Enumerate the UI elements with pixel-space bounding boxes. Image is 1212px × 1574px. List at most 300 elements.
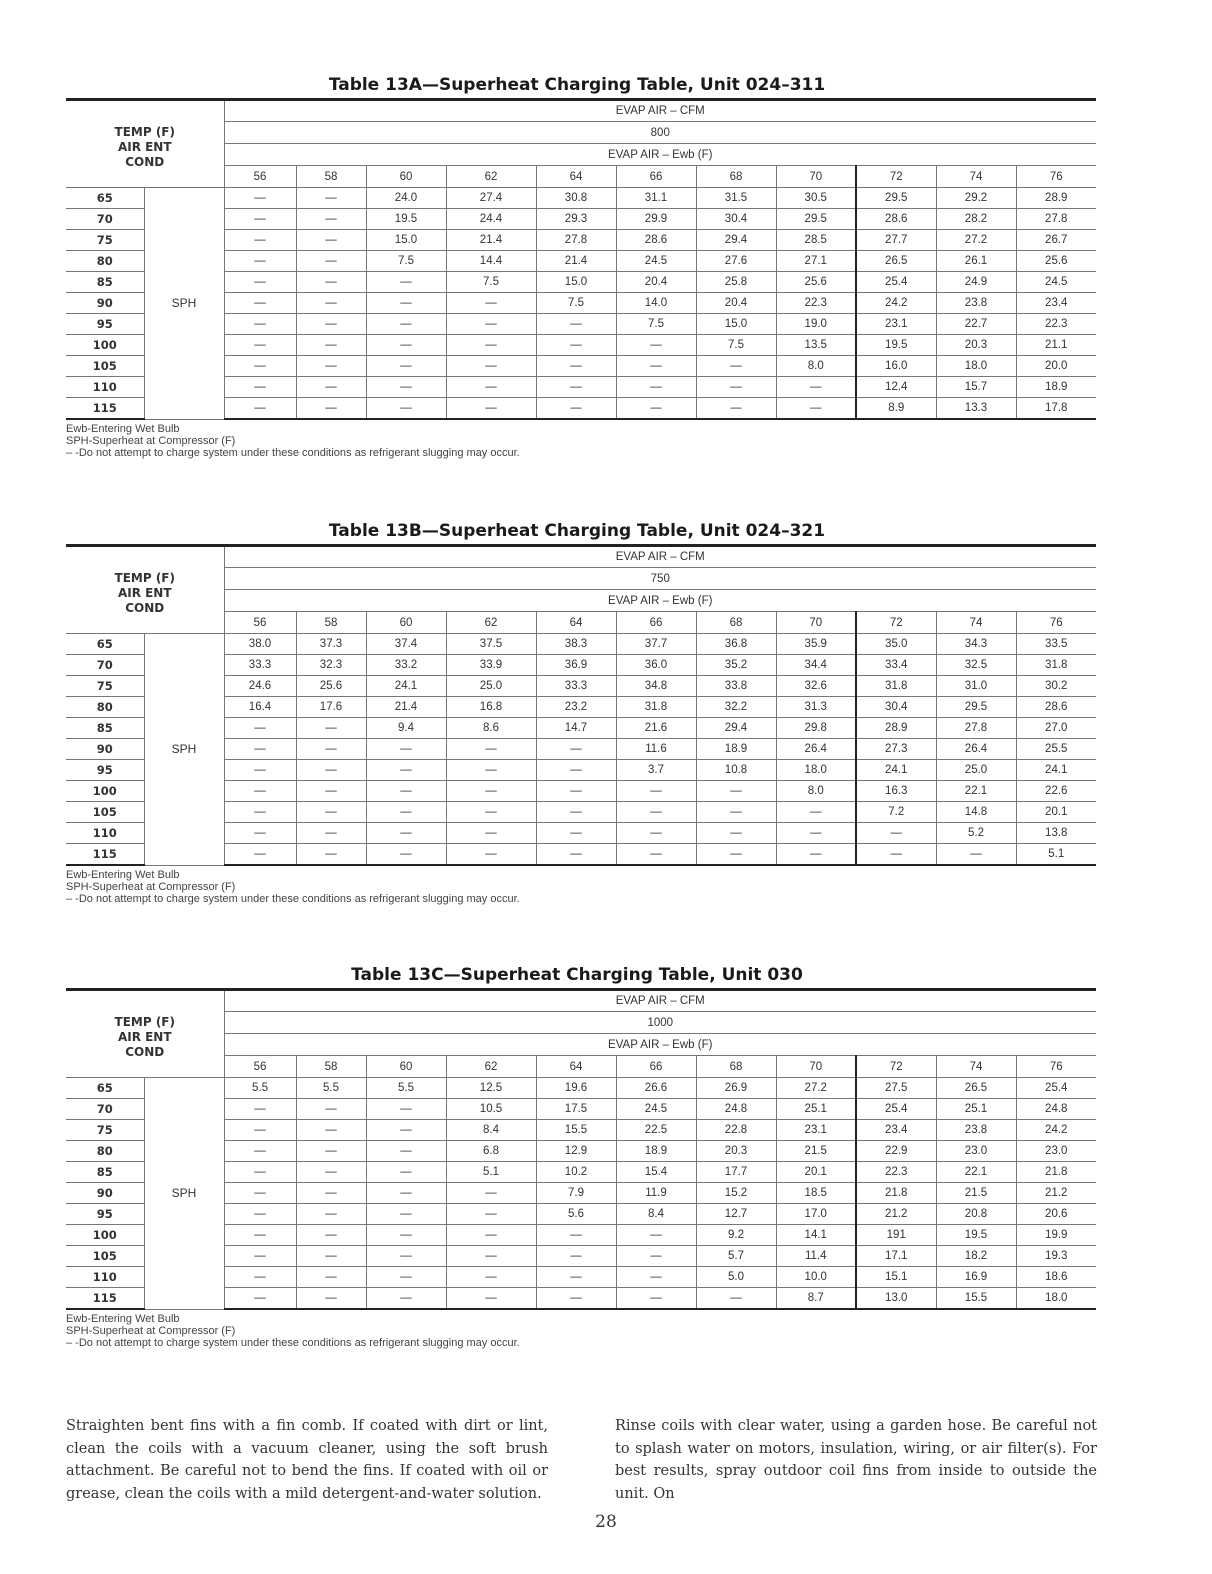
table-cell: — bbox=[366, 1120, 446, 1141]
table-cell: 29.8 bbox=[776, 718, 856, 739]
table-cell: 17.0 bbox=[776, 1204, 856, 1225]
table-cell: 8.6 bbox=[446, 718, 536, 739]
ewb-column-header: 76 bbox=[1016, 1056, 1096, 1078]
table-cell: 26.5 bbox=[856, 251, 936, 272]
table-cell: — bbox=[296, 1099, 366, 1120]
table-cell: 17.1 bbox=[856, 1246, 936, 1267]
body-paragraph-left: Straighten bent fins with a fin comb. If coated with dirt or lint, clean the coils with a vacuum cleaner, using the soft brush attachment. Be careful not to bend the fins. If coated with oil or grease, clean the coils with a mild detergent-and-water solution. bbox=[66, 1418, 548, 1502]
table-cell: — bbox=[446, 802, 536, 823]
table-cell: 18.9 bbox=[1016, 377, 1096, 398]
table-cell: — bbox=[616, 1225, 696, 1246]
table-cell: — bbox=[536, 1267, 616, 1288]
table-cell: 19.6 bbox=[536, 1078, 616, 1099]
table-cell: — bbox=[536, 760, 616, 781]
table-cell: 18.9 bbox=[616, 1141, 696, 1162]
table-cell: 37.4 bbox=[366, 634, 446, 655]
table-cell: — bbox=[366, 1162, 446, 1183]
table-cell: — bbox=[366, 293, 446, 314]
table-cell: 29.3 bbox=[536, 209, 616, 230]
table-cell: 34.3 bbox=[936, 634, 1016, 655]
row-temp: 85 bbox=[66, 718, 144, 739]
table-cell: 21.4 bbox=[536, 251, 616, 272]
table-cell: 23.0 bbox=[1016, 1141, 1096, 1162]
table-cell: — bbox=[696, 1288, 776, 1310]
temp-label: TEMP (F) bbox=[114, 570, 175, 585]
table-cell: — bbox=[224, 1288, 296, 1310]
ewb-column-header: 70 bbox=[776, 166, 856, 188]
table-cell: — bbox=[296, 718, 366, 739]
table-cell: 33.8 bbox=[696, 676, 776, 697]
ewb-column-header: 72 bbox=[856, 612, 936, 634]
table-cell: 26.7 bbox=[1016, 230, 1096, 251]
table-cell: — bbox=[366, 823, 446, 844]
row-temp: 95 bbox=[66, 760, 144, 781]
table-cell: 7.5 bbox=[446, 272, 536, 293]
table-cell: — bbox=[696, 356, 776, 377]
table-cell: 24.4 bbox=[446, 209, 536, 230]
table-cell: 8.4 bbox=[616, 1204, 696, 1225]
table-cell: 26.4 bbox=[936, 739, 1016, 760]
row-temp: 90 bbox=[66, 293, 144, 314]
table-cell: — bbox=[224, 1120, 296, 1141]
table-cell: 25.4 bbox=[856, 272, 936, 293]
table-cell: 37.7 bbox=[616, 634, 696, 655]
table-cell: — bbox=[296, 335, 366, 356]
table-cell: 23.4 bbox=[856, 1120, 936, 1141]
ewb-column-header: 66 bbox=[616, 166, 696, 188]
table-cell: 5.2 bbox=[936, 823, 1016, 844]
table-cell: 5.0 bbox=[696, 1267, 776, 1288]
table-cell: 37.5 bbox=[446, 634, 536, 655]
table-cell: 13.5 bbox=[776, 335, 856, 356]
table-cell: 7.5 bbox=[696, 335, 776, 356]
table-cell: 22.3 bbox=[856, 1162, 936, 1183]
table-cell: — bbox=[224, 760, 296, 781]
table-cell: — bbox=[366, 314, 446, 335]
table-cell: 28.2 bbox=[936, 209, 1016, 230]
table-cell: — bbox=[536, 1225, 616, 1246]
table-cell: — bbox=[296, 844, 366, 866]
table-cell: 15.0 bbox=[696, 314, 776, 335]
table-cell: 22.5 bbox=[616, 1120, 696, 1141]
table-cell: 24.1 bbox=[856, 760, 936, 781]
table-cell: 19.9 bbox=[1016, 1225, 1096, 1246]
ewb-column-header: 62 bbox=[446, 166, 536, 188]
table-cell: 27.8 bbox=[1016, 209, 1096, 230]
table-cell: 14.7 bbox=[536, 718, 616, 739]
table-cell: — bbox=[224, 356, 296, 377]
table-cell: 15.7 bbox=[936, 377, 1016, 398]
table-cell: — bbox=[776, 398, 856, 420]
table-cell: 32.5 bbox=[936, 655, 1016, 676]
table-cell: 20.3 bbox=[936, 335, 1016, 356]
note-sph: SPH-Superheat at Compressor (F) bbox=[66, 881, 236, 893]
table-cell: 25.6 bbox=[776, 272, 856, 293]
row-temp: 75 bbox=[66, 1120, 144, 1141]
ewb-column-header: 64 bbox=[536, 612, 616, 634]
table-cell: — bbox=[366, 1225, 446, 1246]
table-cell: 30.4 bbox=[856, 697, 936, 718]
table-cell: 35.2 bbox=[696, 655, 776, 676]
table-cell: — bbox=[296, 1120, 366, 1141]
note-ewb: Ewb-Entering Wet Bulb bbox=[66, 869, 180, 881]
table-cell: 25.5 bbox=[1016, 739, 1096, 760]
table-cell: 16.9 bbox=[936, 1267, 1016, 1288]
table-cell: 7.2 bbox=[856, 802, 936, 823]
table-cell: — bbox=[446, 739, 536, 760]
table-cell: 27.4 bbox=[446, 188, 536, 209]
table-cell: 14.1 bbox=[776, 1225, 856, 1246]
table-cell: — bbox=[446, 335, 536, 356]
table-cell: — bbox=[616, 356, 696, 377]
table-cell: 36.0 bbox=[616, 655, 696, 676]
table-title: Table 13A—Superheat Charging Table, Unit 024–311 bbox=[328, 75, 826, 95]
table-cell: — bbox=[296, 760, 366, 781]
table-cell: — bbox=[224, 293, 296, 314]
table-cell: 29.5 bbox=[856, 188, 936, 209]
table-cell: — bbox=[224, 1162, 296, 1183]
table-cell: 21.6 bbox=[616, 718, 696, 739]
table-cell: — bbox=[296, 209, 366, 230]
table-cell: — bbox=[296, 398, 366, 420]
row-temp: 110 bbox=[66, 823, 144, 844]
table-cell: — bbox=[616, 1246, 696, 1267]
table-cell: — bbox=[224, 739, 296, 760]
table-cell: 7.5 bbox=[536, 293, 616, 314]
table-cell: 12.4 bbox=[856, 377, 936, 398]
table-cell: 8.4 bbox=[446, 1120, 536, 1141]
table-cell: — bbox=[296, 230, 366, 251]
table-cell: 30.5 bbox=[776, 188, 856, 209]
table-cell: 15.4 bbox=[616, 1162, 696, 1183]
table-cell: — bbox=[536, 823, 616, 844]
table-cell: 31.0 bbox=[936, 676, 1016, 697]
row-temp: 105 bbox=[66, 802, 144, 823]
table-cell: 36.9 bbox=[536, 655, 616, 676]
table-cell: 23.2 bbox=[536, 697, 616, 718]
table-cell: — bbox=[366, 335, 446, 356]
ewb-column-header: 60 bbox=[366, 1056, 446, 1078]
table-cell: — bbox=[224, 335, 296, 356]
table-cell: 20.0 bbox=[1016, 356, 1096, 377]
table-cell: 15.5 bbox=[536, 1120, 616, 1141]
table-cell: — bbox=[296, 1267, 366, 1288]
table-cell: 24.6 bbox=[224, 676, 296, 697]
table-cell: 25.0 bbox=[446, 676, 536, 697]
body-paragraph-right: Rinse coils with clear water, using a garden hose. Be careful not to splash water on motors, insulation, wiring, or air filter(s). For best results, spray outdoor coil fins from inside to outside the unit. On bbox=[615, 1418, 1097, 1502]
table-cell: 37.3 bbox=[296, 634, 366, 655]
ewb-header: EVAP AIR – Ewb (F) bbox=[224, 144, 1096, 166]
table-cell: 23.8 bbox=[936, 293, 1016, 314]
ewb-column-header: 70 bbox=[776, 1056, 856, 1078]
table-cell: 24.5 bbox=[1016, 272, 1096, 293]
table-cell: — bbox=[536, 377, 616, 398]
table-cell: 25.1 bbox=[936, 1099, 1016, 1120]
cfm-value: 800 bbox=[224, 122, 1096, 144]
table-cell: 24.8 bbox=[1016, 1099, 1096, 1120]
ewb-column-header: 64 bbox=[536, 1056, 616, 1078]
table-cell: 36.8 bbox=[696, 634, 776, 655]
table-cell: 8.0 bbox=[776, 781, 856, 802]
ewb-column-header: 74 bbox=[936, 1056, 1016, 1078]
row-temp: 75 bbox=[66, 676, 144, 697]
table-cell: — bbox=[536, 739, 616, 760]
table-cell: 26.9 bbox=[696, 1078, 776, 1099]
temp-label: TEMP (F) bbox=[114, 124, 175, 139]
table-cell: — bbox=[446, 293, 536, 314]
table-cell: 7.5 bbox=[366, 251, 446, 272]
row-temp: 100 bbox=[66, 781, 144, 802]
table-cell: — bbox=[536, 335, 616, 356]
table-cell: 31.8 bbox=[1016, 655, 1096, 676]
sph-label: SPH bbox=[144, 1078, 224, 1310]
table-cell: 15.1 bbox=[856, 1267, 936, 1288]
table-cell: — bbox=[296, 377, 366, 398]
table-cell: 22.6 bbox=[1016, 781, 1096, 802]
table-cell: 32.6 bbox=[776, 676, 856, 697]
table-cell: 21.8 bbox=[1016, 1162, 1096, 1183]
table-cell: 28.9 bbox=[856, 718, 936, 739]
table-cell: 34.4 bbox=[776, 655, 856, 676]
sph-label: SPH bbox=[144, 634, 224, 866]
table-cell: 25.4 bbox=[856, 1099, 936, 1120]
table-cell: — bbox=[366, 781, 446, 802]
table-cell: — bbox=[224, 718, 296, 739]
table-cell: — bbox=[446, 760, 536, 781]
table-cell: 27.2 bbox=[936, 230, 1016, 251]
cond-label: COND bbox=[125, 600, 165, 615]
table-cell: 32.2 bbox=[696, 697, 776, 718]
table-cell: 25.0 bbox=[936, 760, 1016, 781]
table-cell: 19.3 bbox=[1016, 1246, 1096, 1267]
table-cell: 16.8 bbox=[446, 697, 536, 718]
table-cell: — bbox=[446, 1288, 536, 1310]
table-cell: 27.2 bbox=[776, 1078, 856, 1099]
table-cell: 25.4 bbox=[1016, 1078, 1096, 1099]
table-cell: 18.5 bbox=[776, 1183, 856, 1204]
table-cell: 15.2 bbox=[696, 1183, 776, 1204]
table-cell: — bbox=[536, 1288, 616, 1310]
row-temp: 115 bbox=[66, 398, 144, 420]
table-cell: 30.2 bbox=[1016, 676, 1096, 697]
table-cell: — bbox=[776, 802, 856, 823]
ewb-column-header: 70 bbox=[776, 612, 856, 634]
table-cell: 24.1 bbox=[1016, 760, 1096, 781]
table-notes bbox=[66, 869, 1096, 905]
cond-label: COND bbox=[125, 1044, 165, 1059]
table-cell: — bbox=[936, 844, 1016, 866]
table-cell: — bbox=[366, 1141, 446, 1162]
table-cell: 16.3 bbox=[856, 781, 936, 802]
table-cell: 29.2 bbox=[936, 188, 1016, 209]
table-cell: — bbox=[224, 209, 296, 230]
table-cell: 5.5 bbox=[224, 1078, 296, 1099]
table-cell: — bbox=[296, 739, 366, 760]
row-temp: 65 bbox=[66, 634, 144, 655]
table-cell: — bbox=[536, 314, 616, 335]
table-cell: 5.1 bbox=[446, 1162, 536, 1183]
table-cell: 27.7 bbox=[856, 230, 936, 251]
table-cell: — bbox=[696, 398, 776, 420]
table-cell: — bbox=[696, 781, 776, 802]
table-title: Table 13C—Superheat Charging Table, Unit 030 bbox=[351, 965, 803, 985]
table-cell: — bbox=[446, 1225, 536, 1246]
table-cell: — bbox=[296, 251, 366, 272]
ewb-header: EVAP AIR – Ewb (F) bbox=[224, 590, 1096, 612]
row-temp: 75 bbox=[66, 230, 144, 251]
cfm-header: EVAP AIR – CFM bbox=[224, 546, 1096, 568]
table-cell: 20.1 bbox=[776, 1162, 856, 1183]
row-temp: 70 bbox=[66, 209, 144, 230]
table-cell: 25.1 bbox=[776, 1099, 856, 1120]
row-temp: 80 bbox=[66, 1141, 144, 1162]
table-cell: 23.0 bbox=[936, 1141, 1016, 1162]
table-cell: — bbox=[296, 356, 366, 377]
table-cell: 11.4 bbox=[776, 1246, 856, 1267]
table-cell: — bbox=[224, 1099, 296, 1120]
table-cell: — bbox=[536, 781, 616, 802]
table-cell: 31.8 bbox=[856, 676, 936, 697]
table-cell: 21.5 bbox=[936, 1183, 1016, 1204]
table-cell: — bbox=[616, 823, 696, 844]
table-notes bbox=[66, 423, 1096, 459]
table-cell: 24.5 bbox=[616, 1099, 696, 1120]
table-cell: 7.5 bbox=[616, 314, 696, 335]
table-cell: 22.1 bbox=[936, 1162, 1016, 1183]
table-cell: — bbox=[696, 823, 776, 844]
table-cell: 29.4 bbox=[696, 718, 776, 739]
table-cell: — bbox=[366, 272, 446, 293]
table-cell: 23.8 bbox=[936, 1120, 1016, 1141]
note-ewb: Ewb-Entering Wet Bulb bbox=[66, 1313, 180, 1325]
table-cell: — bbox=[296, 272, 366, 293]
table-cell: 18.0 bbox=[776, 760, 856, 781]
ewb-column-header: 72 bbox=[856, 1056, 936, 1078]
table-cell: — bbox=[366, 1288, 446, 1310]
table-cell: 30.8 bbox=[536, 188, 616, 209]
table-cell: — bbox=[224, 802, 296, 823]
table-cell: — bbox=[224, 1225, 296, 1246]
table-cell: 27.6 bbox=[696, 251, 776, 272]
ewb-column-header: 74 bbox=[936, 612, 1016, 634]
table-cell: 23.1 bbox=[776, 1120, 856, 1141]
table-cell: 31.1 bbox=[616, 188, 696, 209]
table-cell: — bbox=[696, 377, 776, 398]
table-cell: 27.3 bbox=[856, 739, 936, 760]
ewb-column-header: 68 bbox=[696, 166, 776, 188]
table-cell: 29.5 bbox=[936, 697, 1016, 718]
table-cell: — bbox=[296, 188, 366, 209]
table-cell: 28.6 bbox=[616, 230, 696, 251]
table-cell: 34.8 bbox=[616, 676, 696, 697]
table-cell: — bbox=[296, 1225, 366, 1246]
table-cell: 5.1 bbox=[1016, 844, 1096, 866]
table-cell: 22.1 bbox=[936, 781, 1016, 802]
table-cell: 16.4 bbox=[224, 697, 296, 718]
ewb-column-header: 68 bbox=[696, 612, 776, 634]
table-cell: 14.0 bbox=[616, 293, 696, 314]
table-cell: — bbox=[224, 1204, 296, 1225]
table-cell: — bbox=[536, 398, 616, 420]
row-temp: 65 bbox=[66, 1078, 144, 1099]
table-cell: — bbox=[366, 802, 446, 823]
table-cell: — bbox=[366, 1267, 446, 1288]
table-row bbox=[66, 1078, 1096, 1099]
table-cell: — bbox=[616, 398, 696, 420]
table-cell: — bbox=[446, 377, 536, 398]
table-cell: — bbox=[296, 781, 366, 802]
temp-header bbox=[66, 546, 224, 634]
row-temp: 85 bbox=[66, 272, 144, 293]
ewb-column-header: 58 bbox=[296, 1056, 366, 1078]
table-cell: 27.8 bbox=[936, 718, 1016, 739]
table-cell: 33.3 bbox=[536, 676, 616, 697]
ewb-column-header: 56 bbox=[224, 1056, 296, 1078]
row-temp: 70 bbox=[66, 1099, 144, 1120]
table-cell: 19.5 bbox=[936, 1225, 1016, 1246]
table-cell: 17.5 bbox=[536, 1099, 616, 1120]
ewb-column-header: 66 bbox=[616, 612, 696, 634]
temp-header bbox=[66, 990, 224, 1078]
cfm-header: EVAP AIR – CFM bbox=[224, 100, 1096, 122]
table-cell: 29.9 bbox=[616, 209, 696, 230]
ewb-column-header: 68 bbox=[696, 1056, 776, 1078]
table-cell: 24.1 bbox=[366, 676, 446, 697]
table-cell: 191 bbox=[856, 1225, 936, 1246]
table-cell: 19.5 bbox=[856, 335, 936, 356]
table-cell: 5.5 bbox=[366, 1078, 446, 1099]
table-cell: 12.7 bbox=[696, 1204, 776, 1225]
air-ent-label: AIR ENT bbox=[117, 1029, 172, 1044]
superheat-table bbox=[66, 98, 1096, 420]
row-temp: 115 bbox=[66, 844, 144, 866]
table-cell: 15.0 bbox=[366, 230, 446, 251]
table-cell: — bbox=[224, 314, 296, 335]
table-cell: 29.5 bbox=[776, 209, 856, 230]
table-cell: 13.3 bbox=[936, 398, 1016, 420]
table-cell: — bbox=[776, 377, 856, 398]
table-notes bbox=[66, 1313, 1096, 1349]
table-cell: 30.4 bbox=[696, 209, 776, 230]
ewb-column-header: 60 bbox=[366, 612, 446, 634]
table-cell: 22.3 bbox=[776, 293, 856, 314]
table-cell: 10.5 bbox=[446, 1099, 536, 1120]
table-cell: 24.9 bbox=[936, 272, 1016, 293]
table-cell: — bbox=[366, 844, 446, 866]
ewb-column-header: 60 bbox=[366, 166, 446, 188]
table-cell: — bbox=[616, 1288, 696, 1310]
table-cell: — bbox=[296, 1183, 366, 1204]
table-cell: 28.5 bbox=[776, 230, 856, 251]
table-cell: 24.0 bbox=[366, 188, 446, 209]
table-cell: 9.2 bbox=[696, 1225, 776, 1246]
table-cell: 18.2 bbox=[936, 1246, 1016, 1267]
table-cell: — bbox=[366, 398, 446, 420]
table-cell: 33.5 bbox=[1016, 634, 1096, 655]
ewb-header: EVAP AIR – Ewb (F) bbox=[224, 1034, 1096, 1056]
table-cell: — bbox=[446, 356, 536, 377]
row-temp: 100 bbox=[66, 335, 144, 356]
ewb-column-header: 64 bbox=[536, 166, 616, 188]
table-cell: 5.7 bbox=[696, 1246, 776, 1267]
table-cell: 22.9 bbox=[856, 1141, 936, 1162]
table-cell: — bbox=[224, 781, 296, 802]
air-ent-label: AIR ENT bbox=[117, 139, 172, 154]
table-cell: — bbox=[366, 739, 446, 760]
table-cell: 26.5 bbox=[936, 1078, 1016, 1099]
ewb-column-header: 56 bbox=[224, 166, 296, 188]
table-row bbox=[66, 188, 1096, 209]
